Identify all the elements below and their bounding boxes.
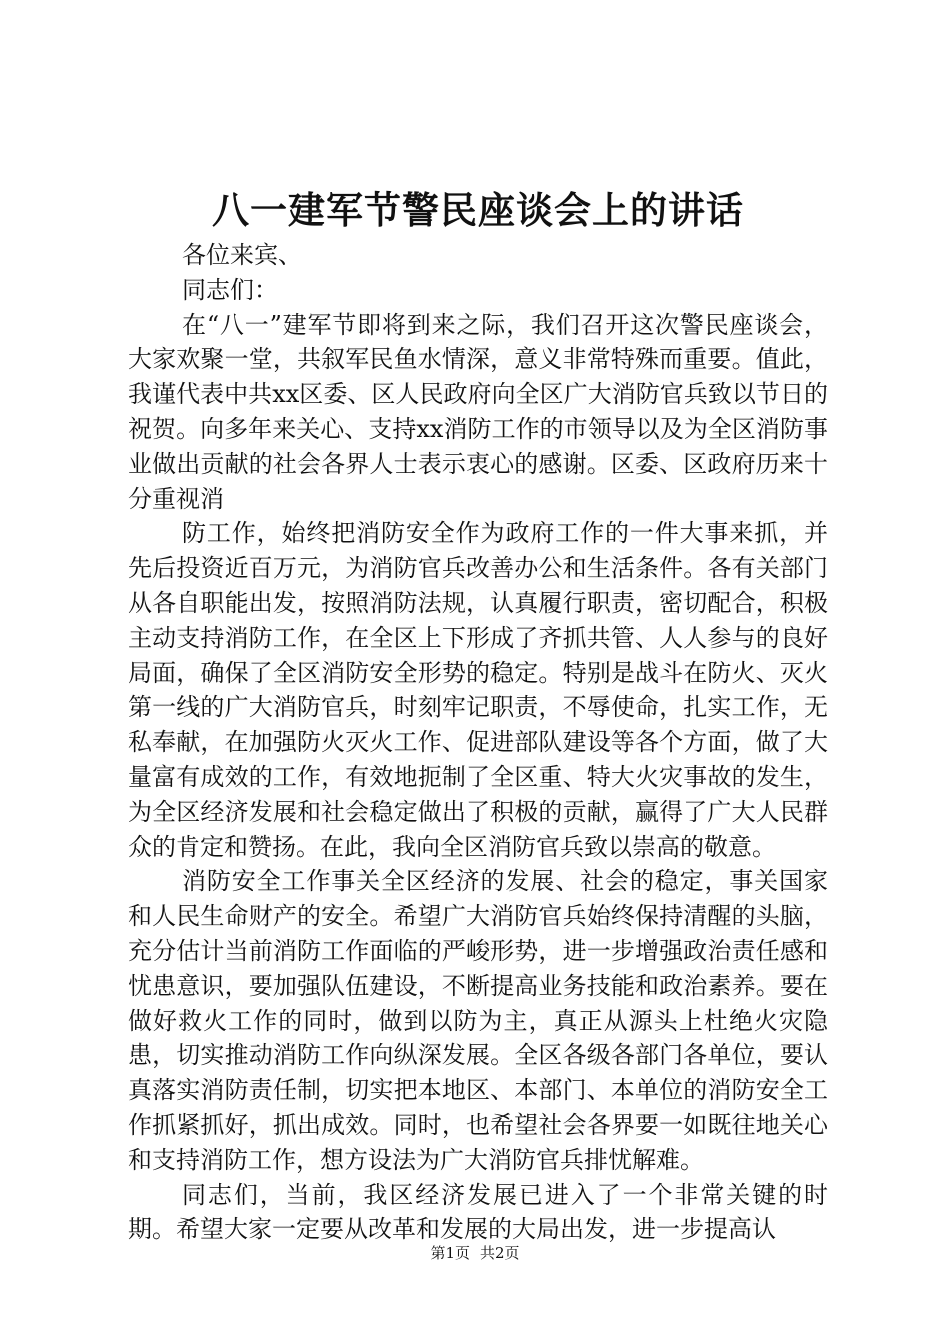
salutation-guests: 各位来宾、: [182, 241, 302, 269]
page-number: 第1页: [430, 1244, 470, 1262]
page-footer: [0, 1243, 950, 1263]
body-paragraph: 在“八一”建军节即将到来之际，我们召开这次警民座谈会，大家欢聚一堂，共叙军民鱼水情深，意义非常特殊而重要。值此，我谨代表中共xx区委、区人民政府向全区广大消防官兵致以节日的祝贺。向多年来关心、支持xx消防工作的市领导以及为全区消防事业做出贡献的社会各界人士表示衷心的感谢。区委、区政府历来十分重视消: [128, 310, 828, 513]
body-paragraph: 同志们，当前，我区经济发展已进入了一个非常关键的时期。希望大家一定要从改革和发展的大局出发，进一步提高认: [128, 1180, 828, 1244]
salutation-comrades: 同志们：: [182, 275, 278, 304]
document-title: 八一建军节警民座谈会上的讲话: [212, 188, 744, 232]
body-paragraph: 消防安全工作事关全区经济的发展、社会的稳定，事关国家和人民生命财产的安全。希望广大消防官兵始终保持清醒的头脑，充分估计当前消防工作面临的严峻形势，进一步增强政治责任感和忧患意识，要加强队伍建设，不断提高业务技能和政治素养。要在做好救火工作的同时，做到以防为主，真正从源头上杜绝火灾隐患，切实推动消防工作向纵深发展。全区各级各部门各单位，要认真落实消防责任制，切实把本地区、本部门、本单位的消防安全工作抓紧抓好，抓出成效。同时，也希望社会各界要一如既往地关心和支持消防工作，想方设法为广大消防官兵排忧解难。: [128, 867, 828, 1174]
document-page: [128, 186, 828, 1247]
page-total: 共2页: [480, 1244, 520, 1262]
body-paragraph: 防工作，始终把消防安全作为政府工作的一件大事来抓，并先后投资近百万元，为消防官兵改善办公和生活条件。各有关部门从各自职能出发，按照消防法规，认真履行职责，密切配合，积极主动支持消防工作，在全区上下形成了齐抓共管、人人参与的良好局面，确保了全区消防安全形势的稳定。特别是战斗在防火、灭火第一线的广大消防官兵，时刻牢记职责，不辱使命，扎实工作，无私奉献，在加强防火灭火工作、促进部队建设等各个方面，做了大量富有成效的工作，有效地扼制了全区重、特大火灾事故的发生，为全区经济发展和社会稳定做出了积极的贡献，赢得了广大人民群众的肯定和赞扬。在此，我向全区消防官兵致以崇高的敬意。: [128, 519, 828, 861]
